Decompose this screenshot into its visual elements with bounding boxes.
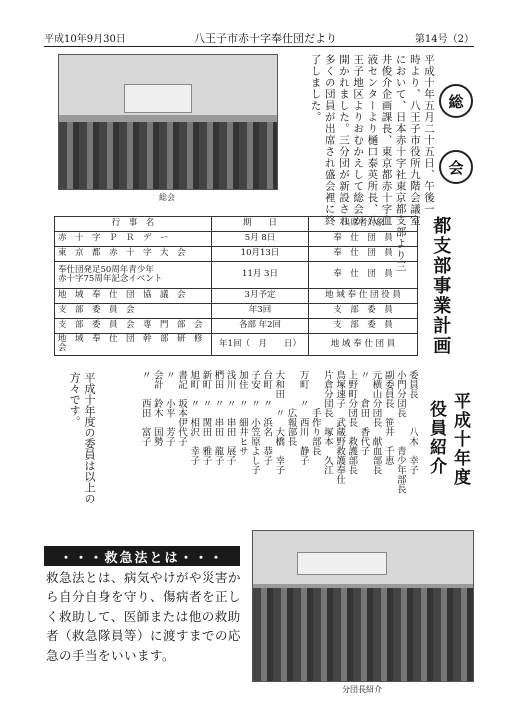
bundan-photo <box>252 530 474 682</box>
table-row: 奉仕団発足50周年青少年 赤十字75周年記念イベント 11月 3日 奉 仕 団 員 <box>55 262 418 289</box>
table-header-row: 行 事 名 期 日 出席者対象 <box>55 217 418 232</box>
table-row: 東 京 都 赤 十 字 大 会 10月13日 奉 仕 団 員 <box>55 247 418 262</box>
bundan-photo-caption: 分団長紹介 <box>342 685 382 694</box>
kyukyu-heading: ・・・救急法とは・・・ <box>44 546 240 566</box>
soukai-photo-caption: 総会 <box>159 193 175 202</box>
header-rule <box>44 46 474 47</box>
newsletter-title: 八王子市赤十字奉仕団だより <box>194 32 337 45</box>
table-row: 地 域 奉 仕 団 協 議 会 3月予定 地 域 奉 仕 団 役 員 <box>55 289 418 304</box>
table-row: 支 部 委 員 会 専 門 部 会 各部 年2回 支 部 委 員 <box>55 319 418 334</box>
issue-date: 平成10年9月30日 <box>44 34 126 45</box>
yakuin-note: 平成十年度の委員は以上の方々です。 <box>68 372 96 504</box>
yakuin-list <box>100 370 418 530</box>
schedule-table <box>54 216 418 356</box>
table-row: 支 部 委 員 会 年3回 支 部 委 員 <box>55 304 418 319</box>
kyukyu-body: 救急法とは、病気やけがや災害から自分自身を守り、傷病者を正しく救助して、医師または他の救助者（救急隊員等）に渡すまでの応急の手当をいいます。 <box>46 570 242 663</box>
issue-number: 第14号（2） <box>414 34 474 45</box>
yakuin-heading-year: 平成十年度 <box>449 392 470 487</box>
soukai-title-char-1: 総 <box>439 84 473 118</box>
soukai-photo <box>58 54 278 190</box>
jigyo-heading: 都支部事業計画 <box>430 216 452 356</box>
soukai-title-char-2: 会 <box>439 150 473 184</box>
yakuin-members: 委員長 八木 幸子 小門分団長 青少年部長 副委員長 笹井 千恵 元横山分団長 献血部長 〃 倉田 香代子 上野町分団長 救護部長 鳥塚速子 武蔵野救護奉仕 片倉分団長 塚本 久江 手作り部長 万町 〃 西川 静子 広報部長 大和田 〃 大橋 幸子 台町 〃 浜名 恭子 子安 〃 小笠原よし子 加住 〃 細井ヒサ 浅川 〃 串田 展子 椚田 〃 串田 龍子 新町 〃 関田 雅子 旭町 〃 相沢 幸子 書記 坂本伊代子 〃 小平 芳子 会計 鈴木 国勢 〃 西田 富子 <box>139 370 418 494</box>
soukai-article <box>280 54 436 273</box>
yakuin-heading-title: 役員紹介 <box>425 400 446 476</box>
table-row: 赤 十 字 Ｐ Ｒ デ ー 5月 8日 奉 仕 団 員 <box>55 232 418 247</box>
soukai-body-text: 平成十年五月二十五日、午後一 時より、八王子市役所九階会議室 において、日本赤十字社東京都支部より三 井俊介企画課長、東京都赤十字血 液センターより樋口泰英所長、八 王子地区よりおむかえして総会が 開かれました。三分団が新設され 多くの団員が出席され盛会裡に終 了しました。 <box>309 54 435 273</box>
page-header <box>44 30 474 46</box>
table-row: 地 域 奉 仕 団 幹 部 研 修 会 年1回（ 月 日） 地 域 奉 仕 団 員 <box>55 334 418 356</box>
